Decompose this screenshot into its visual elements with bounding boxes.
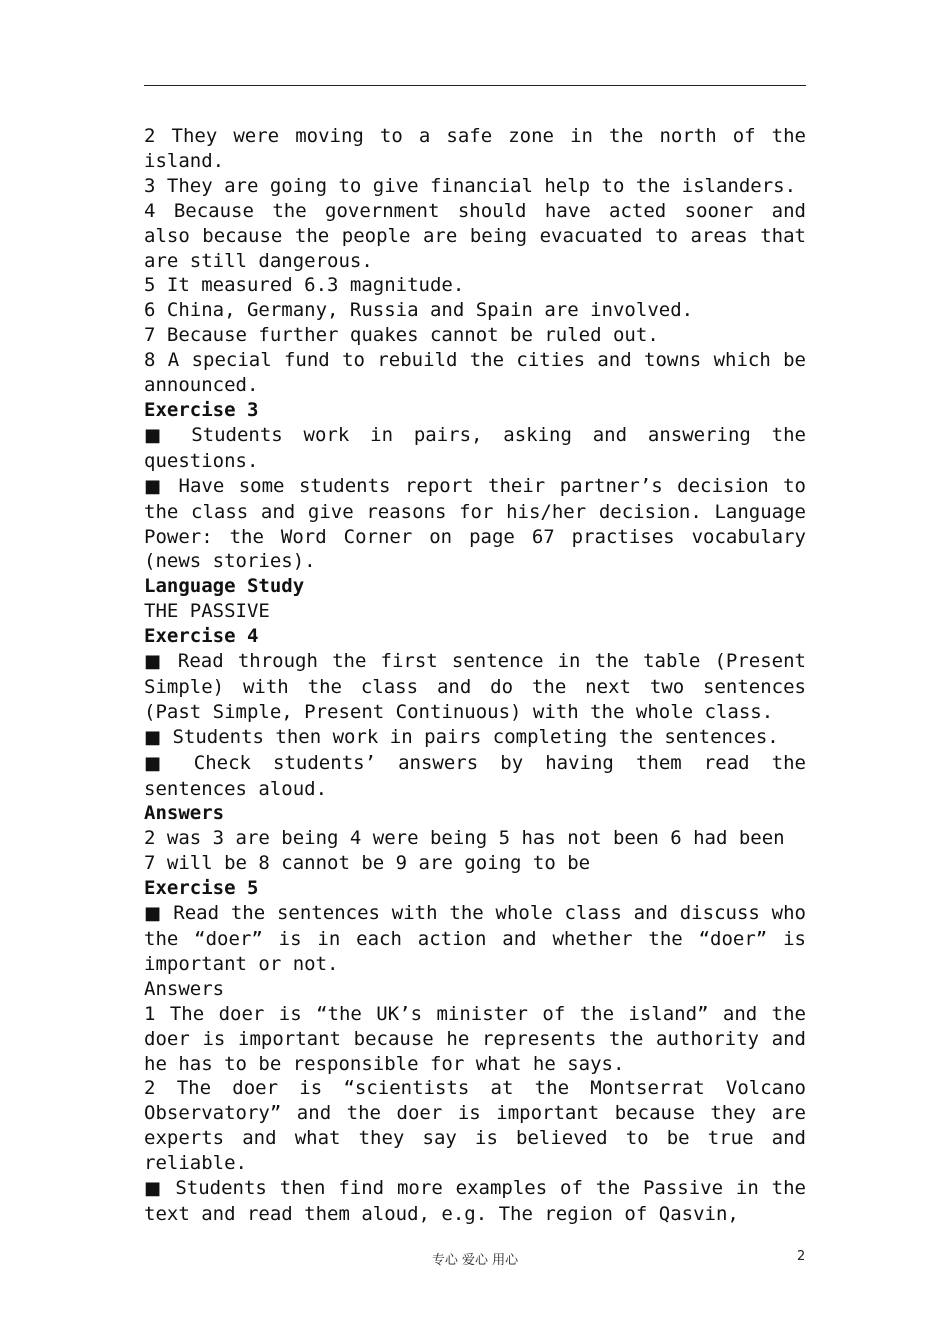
exercise-4-heading: Exercise 4 <box>144 625 259 648</box>
language-study-subheading: THE PASSIVE <box>144 600 270 623</box>
exercise-5-followup-text: Students then find more examples of the Passive in the text and read them aloud, e.g. The region of Qasvin, <box>144 1177 806 1225</box>
bullet-square-icon: ■ <box>144 903 162 925</box>
answer-line: 5 It measured 6.3 magnitude. <box>144 274 465 297</box>
page-footer <box>0 1249 950 1269</box>
bullet-square-icon: ■ <box>144 475 165 497</box>
page-content <box>144 124 806 1227</box>
exercise-5-answer: 1 The doer is “the UK’s minister of the island” and the doer is important because he represents the authority and he has to be responsible for what he says. <box>144 1002 806 1075</box>
exercise-4-item-text: Read through the first sentence in the table (Present Simple) with the class and do the next two sentences (Past Simple, Present Continuous) with the whole class. <box>144 650 806 723</box>
exercise-4-answers-heading: Answers <box>144 802 225 825</box>
language-study-heading: Language Study <box>144 575 305 598</box>
footer-motto: 专心 爱心 用心 <box>431 1253 519 1268</box>
exercise-5-followup <box>144 1176 806 1227</box>
answer-line: 4 Because the government should have acted sooner and also because the people are being evacuated to areas that are still dangerous. <box>144 199 806 272</box>
answer-line: 7 Because further quakes cannot be ruled out. <box>144 324 659 347</box>
exercise-4-item <box>144 725 806 751</box>
exercise-4-item-text: Check students’ answers by having them read the sentences aloud. <box>144 751 806 800</box>
exercise-4-answer-line: 2 was 3 are being 4 were being 5 has not been 6 had been <box>144 827 785 850</box>
answer-line: 6 China, Germany, Russia and Spain are involved. <box>144 299 694 322</box>
exercise-5-intro <box>144 901 806 977</box>
bullet-square-icon: ■ <box>144 752 172 774</box>
header-rule <box>144 85 806 86</box>
exercise-3-item-text: Students work in pairs, asking and answering the questions. <box>144 423 806 472</box>
bullet-square-icon: ■ <box>144 1178 163 1200</box>
exercise-5-heading: Exercise 5 <box>144 877 259 900</box>
exercise-4-item-text: Students then work in pairs completing the sentences. <box>172 725 779 748</box>
exercise-5-answer: 2 The doer is “scientists at the Montserrat Volcano Observatory” and the doer is important because they are experts and what they say is believed to be true and reliable. <box>144 1077 806 1175</box>
exercise-4-item <box>144 751 806 802</box>
exercise-4-item <box>144 649 806 725</box>
exercise-4-answer-line: 7 will be 8 cannot be 9 are going to be <box>144 852 591 875</box>
answer-line: 8 A special fund to rebuild the cities and towns which be announced. <box>144 349 806 397</box>
exercise-5-intro-text: Read the sentences with the whole class and discuss who the “doer” is in each action and whether the “doer” is important or not. <box>144 902 806 975</box>
exercise-3-item-text: Have some students report their partner’s decision to the class and give reasons for his/her decision. Language Power: the Word Corner on page 67 practises vocabulary (news stories). <box>144 474 806 573</box>
exercise-3-item <box>144 474 806 575</box>
bullet-square-icon: ■ <box>144 651 164 673</box>
answer-line: 3 They are going to give financial help to the islanders. <box>144 174 797 197</box>
exercise-3-heading: Exercise 3 <box>144 398 259 421</box>
exercise-3-item <box>144 423 806 474</box>
exercise-5-answers-heading: Answers <box>144 977 225 1000</box>
bullet-square-icon: ■ <box>144 726 162 748</box>
answer-line: 2 They were moving to a safe zone in the north of the island. <box>144 125 806 172</box>
bullet-square-icon: ■ <box>144 424 171 446</box>
page-number: 2 <box>797 1249 806 1264</box>
